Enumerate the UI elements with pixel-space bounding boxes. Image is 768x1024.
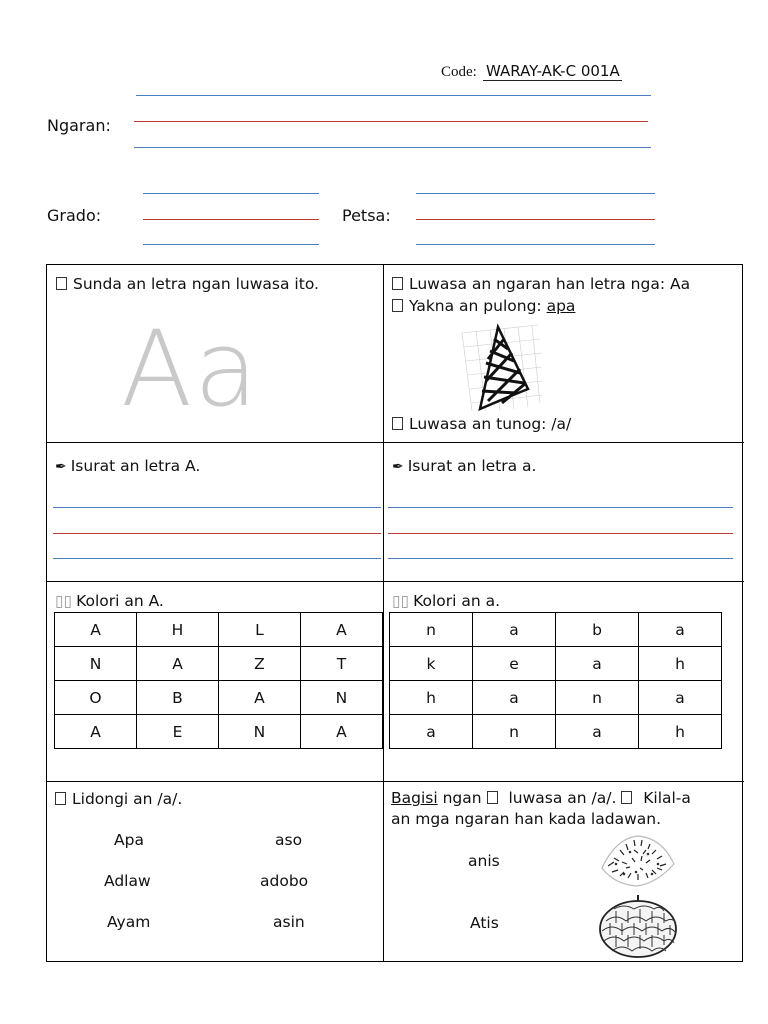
write-upper-cell <box>47 443 383 581</box>
grid-cell[interactable]: A <box>300 613 382 647</box>
date-label: Petsa: <box>342 206 391 225</box>
grid-cell[interactable]: n <box>473 715 556 749</box>
writing-line-bottom <box>53 558 381 559</box>
name-label: Ngaran: <box>47 116 111 135</box>
checkbox-icon <box>56 277 67 290</box>
code-label: Code: <box>441 64 477 80</box>
grid-cell[interactable]: k <box>390 647 473 681</box>
grid-cell[interactable]: a <box>473 681 556 715</box>
trace-cell <box>47 265 383 442</box>
grid-cell[interactable]: e <box>473 647 556 681</box>
checkbox-icon <box>392 299 403 312</box>
read-cell <box>384 265 744 442</box>
writing-line-top <box>53 507 381 508</box>
grid-cell[interactable]: N <box>300 681 382 715</box>
grid-cell[interactable]: h <box>639 647 722 681</box>
word-item[interactable]: Adlaw <box>104 872 151 890</box>
grid-cell[interactable]: a <box>556 715 639 749</box>
trace-instruction: Sunda an letra ngan luwasa ito. <box>56 275 319 293</box>
grade-label: Grado: <box>47 206 102 225</box>
grid-cell[interactable]: N <box>55 647 137 681</box>
grid-cell[interactable]: n <box>556 681 639 715</box>
date-line-mid[interactable] <box>416 219 655 220</box>
grid-cell[interactable]: H <box>137 613 219 647</box>
grid-cell[interactable]: b <box>556 613 639 647</box>
grade-line-top <box>143 193 319 194</box>
grid-cell[interactable]: B <box>137 681 219 715</box>
checkbox-icon <box>392 277 403 290</box>
grid-cell[interactable]: A <box>55 715 137 749</box>
circle-cell <box>47 782 383 963</box>
name-line-bottom <box>134 147 651 148</box>
grid-cell[interactable]: A <box>218 681 300 715</box>
word-item[interactable]: adobo <box>260 872 309 890</box>
name-line-mid[interactable] <box>134 121 648 122</box>
grid-cell[interactable]: A <box>55 613 137 647</box>
crayon-icon: ▯▯ <box>55 592 73 610</box>
word-item[interactable]: Ayam <box>107 913 151 931</box>
write-lower-instruction: ✒ Isurat an letra a. <box>392 457 537 475</box>
grid-cell[interactable]: a <box>390 715 473 749</box>
color-lower-instruction: ▯▯ Kolori an a. <box>392 592 501 610</box>
grid-cell[interactable]: A <box>300 715 382 749</box>
grade-line-mid[interactable] <box>143 219 319 220</box>
worksheet <box>46 264 743 962</box>
grid-cell[interactable]: A <box>137 647 219 681</box>
word-apa: apa <box>546 297 576 315</box>
write-lower-cell <box>384 443 744 581</box>
grade-line-bottom <box>143 244 319 245</box>
color-lower-cell <box>384 582 744 781</box>
color-upper-cell <box>47 582 383 781</box>
read-line1: Luwasa an ngaran han letra nga: Aa <box>392 275 690 293</box>
writing-line-mid[interactable] <box>388 533 733 534</box>
read-line2: Yakna an pulong: apa <box>392 297 575 315</box>
pen-icon: ✒ <box>55 459 67 475</box>
match-line2: an mga ngaran han kada ladawan. <box>391 810 662 828</box>
circle-instruction: Lidongi an /a/. <box>55 790 182 808</box>
grid-cell[interactable]: a <box>639 681 722 715</box>
match-cell <box>384 782 744 963</box>
word-item[interactable]: aso <box>275 831 303 849</box>
pen-icon: ✒ <box>392 459 404 475</box>
date-line-bottom <box>416 244 655 245</box>
checkbox-icon <box>621 791 632 804</box>
color-upper-instruction: ▯▯ Kolori an A. <box>55 592 164 610</box>
grid-cell[interactable]: N <box>218 715 300 749</box>
checkbox-icon <box>55 792 66 805</box>
grid-cell[interactable]: O <box>55 681 137 715</box>
match-word[interactable]: anis <box>468 852 500 870</box>
anise-image[interactable] <box>596 828 678 890</box>
match-line1: Bagisi ngan luwasa an /a/. Kilal-a <box>391 789 691 807</box>
code-value: WARAY-AK-C 001A <box>483 62 622 81</box>
grid-cell[interactable]: n <box>390 613 473 647</box>
write-upper-instruction: ✒ Isurat an letra A. <box>55 457 201 475</box>
grid-cell[interactable]: T <box>300 647 382 681</box>
grid-cell[interactable]: Z <box>218 647 300 681</box>
writing-line-top <box>388 507 733 508</box>
checkbox-icon <box>487 791 498 804</box>
writing-line-bottom <box>388 558 733 559</box>
apa-net-image <box>458 323 544 415</box>
word-item[interactable]: asin <box>273 913 305 931</box>
grid-cell[interactable]: E <box>137 715 219 749</box>
match-word[interactable]: Atis <box>470 914 499 932</box>
checkbox-icon <box>392 417 403 430</box>
grid-cell[interactable]: a <box>556 647 639 681</box>
writing-line-mid[interactable] <box>53 533 381 534</box>
grid-cell[interactable]: h <box>390 681 473 715</box>
name-line-top <box>136 95 651 96</box>
crayon-icon: ▯▯ <box>392 592 410 610</box>
read-line3: Luwasa an tunog: /a/ <box>392 415 571 433</box>
grid-cell[interactable]: a <box>639 613 722 647</box>
letter-grid-upper <box>54 612 383 749</box>
atis-image[interactable] <box>598 893 678 959</box>
date-line-top <box>416 193 655 194</box>
letter-grid-lower <box>389 612 722 749</box>
grid-cell[interactable]: h <box>639 715 722 749</box>
word-item[interactable]: Apa <box>114 831 144 849</box>
grid-cell[interactable]: L <box>218 613 300 647</box>
trace-letters[interactable]: Aa <box>121 308 260 430</box>
grid-cell[interactable]: a <box>473 613 556 647</box>
